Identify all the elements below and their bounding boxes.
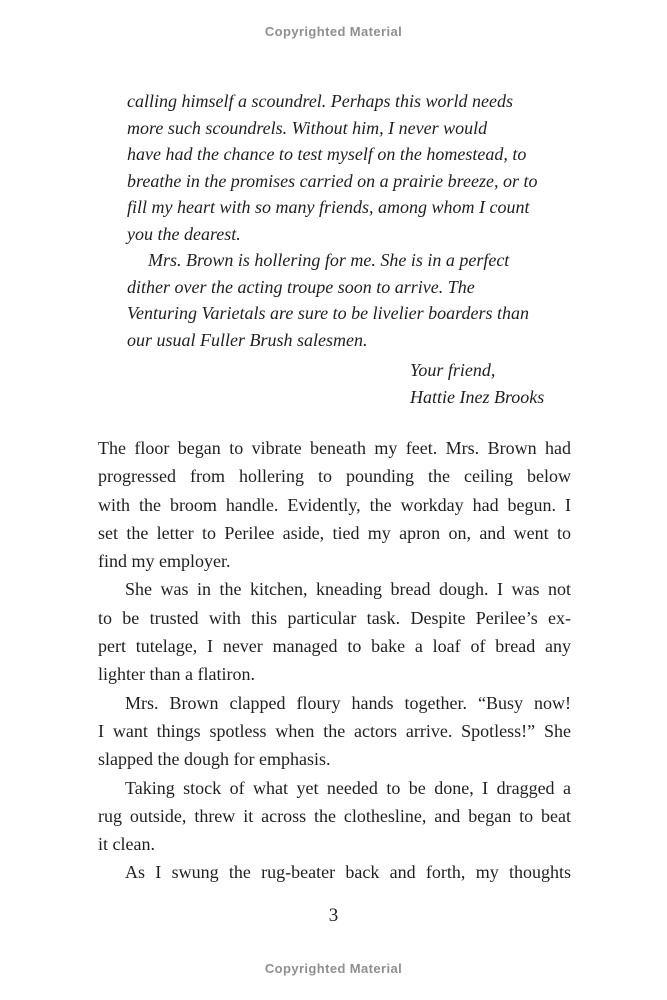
- body-line: lighter than a flatiron.: [98, 664, 255, 685]
- letter-line: our usual Fuller Brush salesmen.: [127, 329, 368, 350]
- letter-line: have had the chance to test myself on the homestead, to: [127, 144, 527, 164]
- body-line: I want things spotless when the actors arrive. Spotless!” She: [98, 720, 571, 741]
- body-line: find my employer.: [98, 551, 231, 572]
- page-number: 3: [328, 905, 339, 926]
- copyright-notice-top: Copyrighted Material: [264, 24, 403, 39]
- letter-line: fill my heart with so many friends, among whom I count: [127, 197, 530, 217]
- body-line: Mrs. Brown clapped floury hands together. “Busy now!: [125, 692, 571, 713]
- signature-line: Hattie Inez Brooks: [410, 386, 545, 407]
- letter-excerpt: [127, 88, 551, 410]
- body-line: progressed from hollering to pounding the ceiling below: [98, 466, 571, 487]
- body-line: rug outside, threw it across the clothesline, and began to beat: [98, 805, 571, 826]
- body-line: Taking stock of what yet needed to be done, I dragged a: [125, 777, 571, 798]
- letter-line: Mrs. Brown is hollering for me. She is in a perfect: [148, 250, 510, 270]
- body-text: [98, 434, 571, 887]
- copyright-notice-bottom: Copyrighted Material: [264, 961, 403, 976]
- body-line: pert tutelage, I never managed to bake a loaf of bread any: [98, 636, 571, 657]
- body-line: it clean.: [98, 834, 155, 855]
- letter-line: you the dearest.: [127, 223, 241, 244]
- letter-line: dither over the acting troupe soon to arrive. The: [127, 276, 475, 297]
- body-line: with the broom handle. Evidently, the workday had begun. I: [98, 494, 571, 515]
- body-line: As I swung the rug-beater back and forth, my thoughts: [125, 862, 571, 883]
- letter-line: more such scoundrels. Without him, I never would: [127, 117, 488, 138]
- letter-line: calling himself a scoundrel. Perhaps this world needs: [127, 91, 513, 111]
- letter-line: breathe in the promises carried on a prairie breeze, or to: [127, 170, 538, 191]
- body-line: set the letter to Perilee aside, tied my apron on, and went to: [98, 522, 571, 543]
- signature-line: Your friend,: [410, 360, 496, 380]
- body-line: to be trusted with this particular task. Despite Perilee’s ex-: [98, 607, 571, 628]
- body-line: She was in the kitchen, kneading bread dough. I was not: [125, 579, 571, 600]
- body-line: The floor began to vibrate beneath my feet. Mrs. Brown had: [98, 438, 571, 458]
- letter-line: Venturing Varietals are sure to be livelier boarders than: [127, 303, 529, 323]
- body-line: slapped the dough for emphasis.: [98, 749, 331, 770]
